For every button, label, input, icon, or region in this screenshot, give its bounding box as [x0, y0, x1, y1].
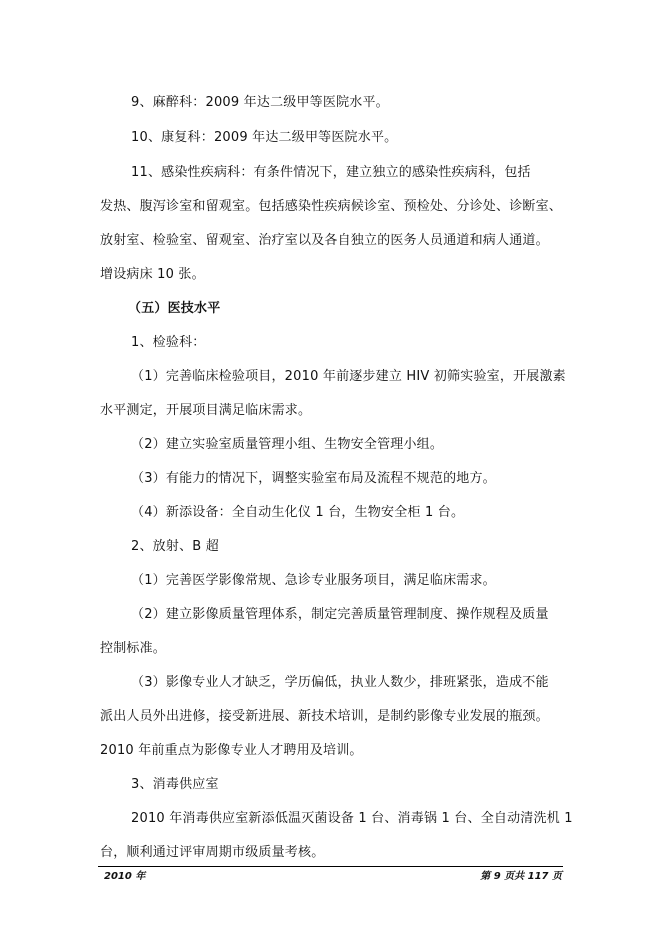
paragraph-line: （2）建立实验室质量管理小组、生物安全管理小组。 [131, 437, 444, 452]
paragraph-line: 9、麻醉科：2009 年达二级甲等医院水平。 [131, 95, 389, 110]
paragraph-line: （3）有能力的情况下，调整实验室布局及流程不规范的地方。 [131, 471, 496, 486]
subsection-heading: 2、放射、B 超 [131, 539, 219, 554]
paragraph-line: 台，顺利通过评审周期市级质量考核。 [100, 845, 325, 860]
paragraph-line: （3）影像专业人才缺乏，学历偏低，执业人数少，排班紧张，造成不能 [131, 675, 549, 690]
paragraph-line: 10、康复科：2009 年达二级甲等医院水平。 [131, 130, 398, 145]
paragraph-line: （4）新添设备：全自动生化仪 1 台，生物安全柜 1 台。 [131, 505, 465, 520]
subsection-heading: 1、检验科： [131, 335, 206, 350]
footer-year: 2010 年 [104, 871, 146, 882]
footer-divider [98, 866, 563, 867]
footer-page-number: 第 9 页共 117 页 [480, 871, 562, 882]
paragraph-line: 控制标准。 [100, 641, 167, 656]
paragraph-line: 水平测定，开展项目满足临床需求。 [100, 403, 312, 418]
paragraph-line: 增设病床 10 张。 [100, 267, 205, 282]
paragraph-line: （1）完善临床检验项目，2010 年前逐步建立 HIV 初筛实验室，开展激素 [131, 369, 566, 384]
paragraph-line: 11、感染性疾病科：有条件情况下，建立独立的感染性疾病科，包括 [131, 165, 531, 180]
paragraph-line: 派出人员外出进修，接受新进展、新技术培训，是制约影像专业发展的瓶颈。 [100, 709, 549, 724]
paragraph-line: （2）建立影像质量管理体系，制定完善质量管理制度、操作规程及质量 [131, 607, 549, 622]
subsection-heading: 3、消毒供应室 [131, 777, 219, 792]
paragraph-line: （1）完善医学影像常规、急诊专业服务项目，满足临床需求。 [131, 573, 496, 588]
paragraph-line: 2010 年前重点为影像专业人才聘用及培训。 [100, 743, 363, 758]
section-heading: （五）医技水平 [128, 301, 221, 316]
paragraph-line: 2010 年消毒供应室新添低温灭菌设备 1 台、消毒锅 1 台、全自动清洗机 1 [131, 811, 573, 826]
paragraph-line: 发热、腹泻诊室和留观室。包括感染性疾病候诊室、预检处、分诊处、诊断室、 [100, 199, 563, 214]
paragraph-line: 放射室、检验室、留观室、治疗室以及各自独立的医务人员通道和病人通道。 [100, 233, 549, 248]
